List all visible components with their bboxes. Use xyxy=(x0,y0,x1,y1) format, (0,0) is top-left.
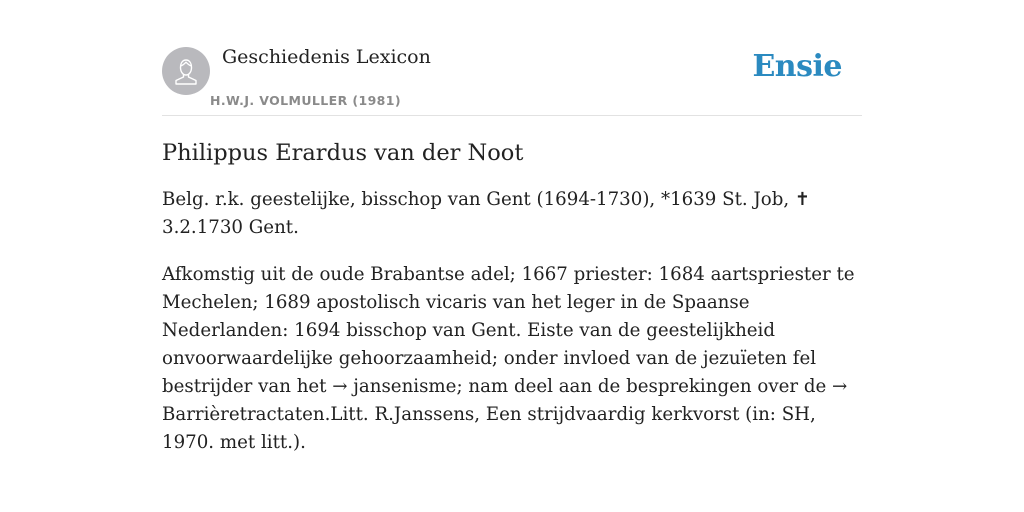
card-header xyxy=(162,40,862,116)
avatar[interactable] xyxy=(162,47,210,95)
entry-summary: Belg. r.k. geestelijke, bisschop van Gent (1694-1730), *1639 St. Job, ✝ 3.2.1730 Gent. xyxy=(162,189,811,238)
entry-title: Philippus Erardus van der Noot xyxy=(162,140,524,166)
ensie-logo[interactable]: Ensie xyxy=(752,49,842,84)
user-silhouette-icon xyxy=(162,47,210,95)
lexicon-card xyxy=(162,40,862,457)
author-credit: H.W.J. VOLMULLER (1981) xyxy=(210,93,401,108)
lexicon-title[interactable]: Geschiedenis Lexicon xyxy=(222,46,431,68)
entry-body: Afkomstig uit de oude Brabantse adel; 1667 priester: 1684 aartspriester te Mechelen; 1689 apostolisch vicaris van het leger in de Spaanse Nederlanden: 1694 bisschop van Gent. Eiste van de geestelijkheid onvoorwaardelijke gehoorzaamheid; onder invloed van de jezuïeten fel bestrijder van het → jansenisme; nam deel aan de besprekingen over de → Barrièretractaten.Litt. R.Janssens, Een strijdvaardig kerkvorst (in: SH, 1970. met litt.). xyxy=(162,264,855,453)
